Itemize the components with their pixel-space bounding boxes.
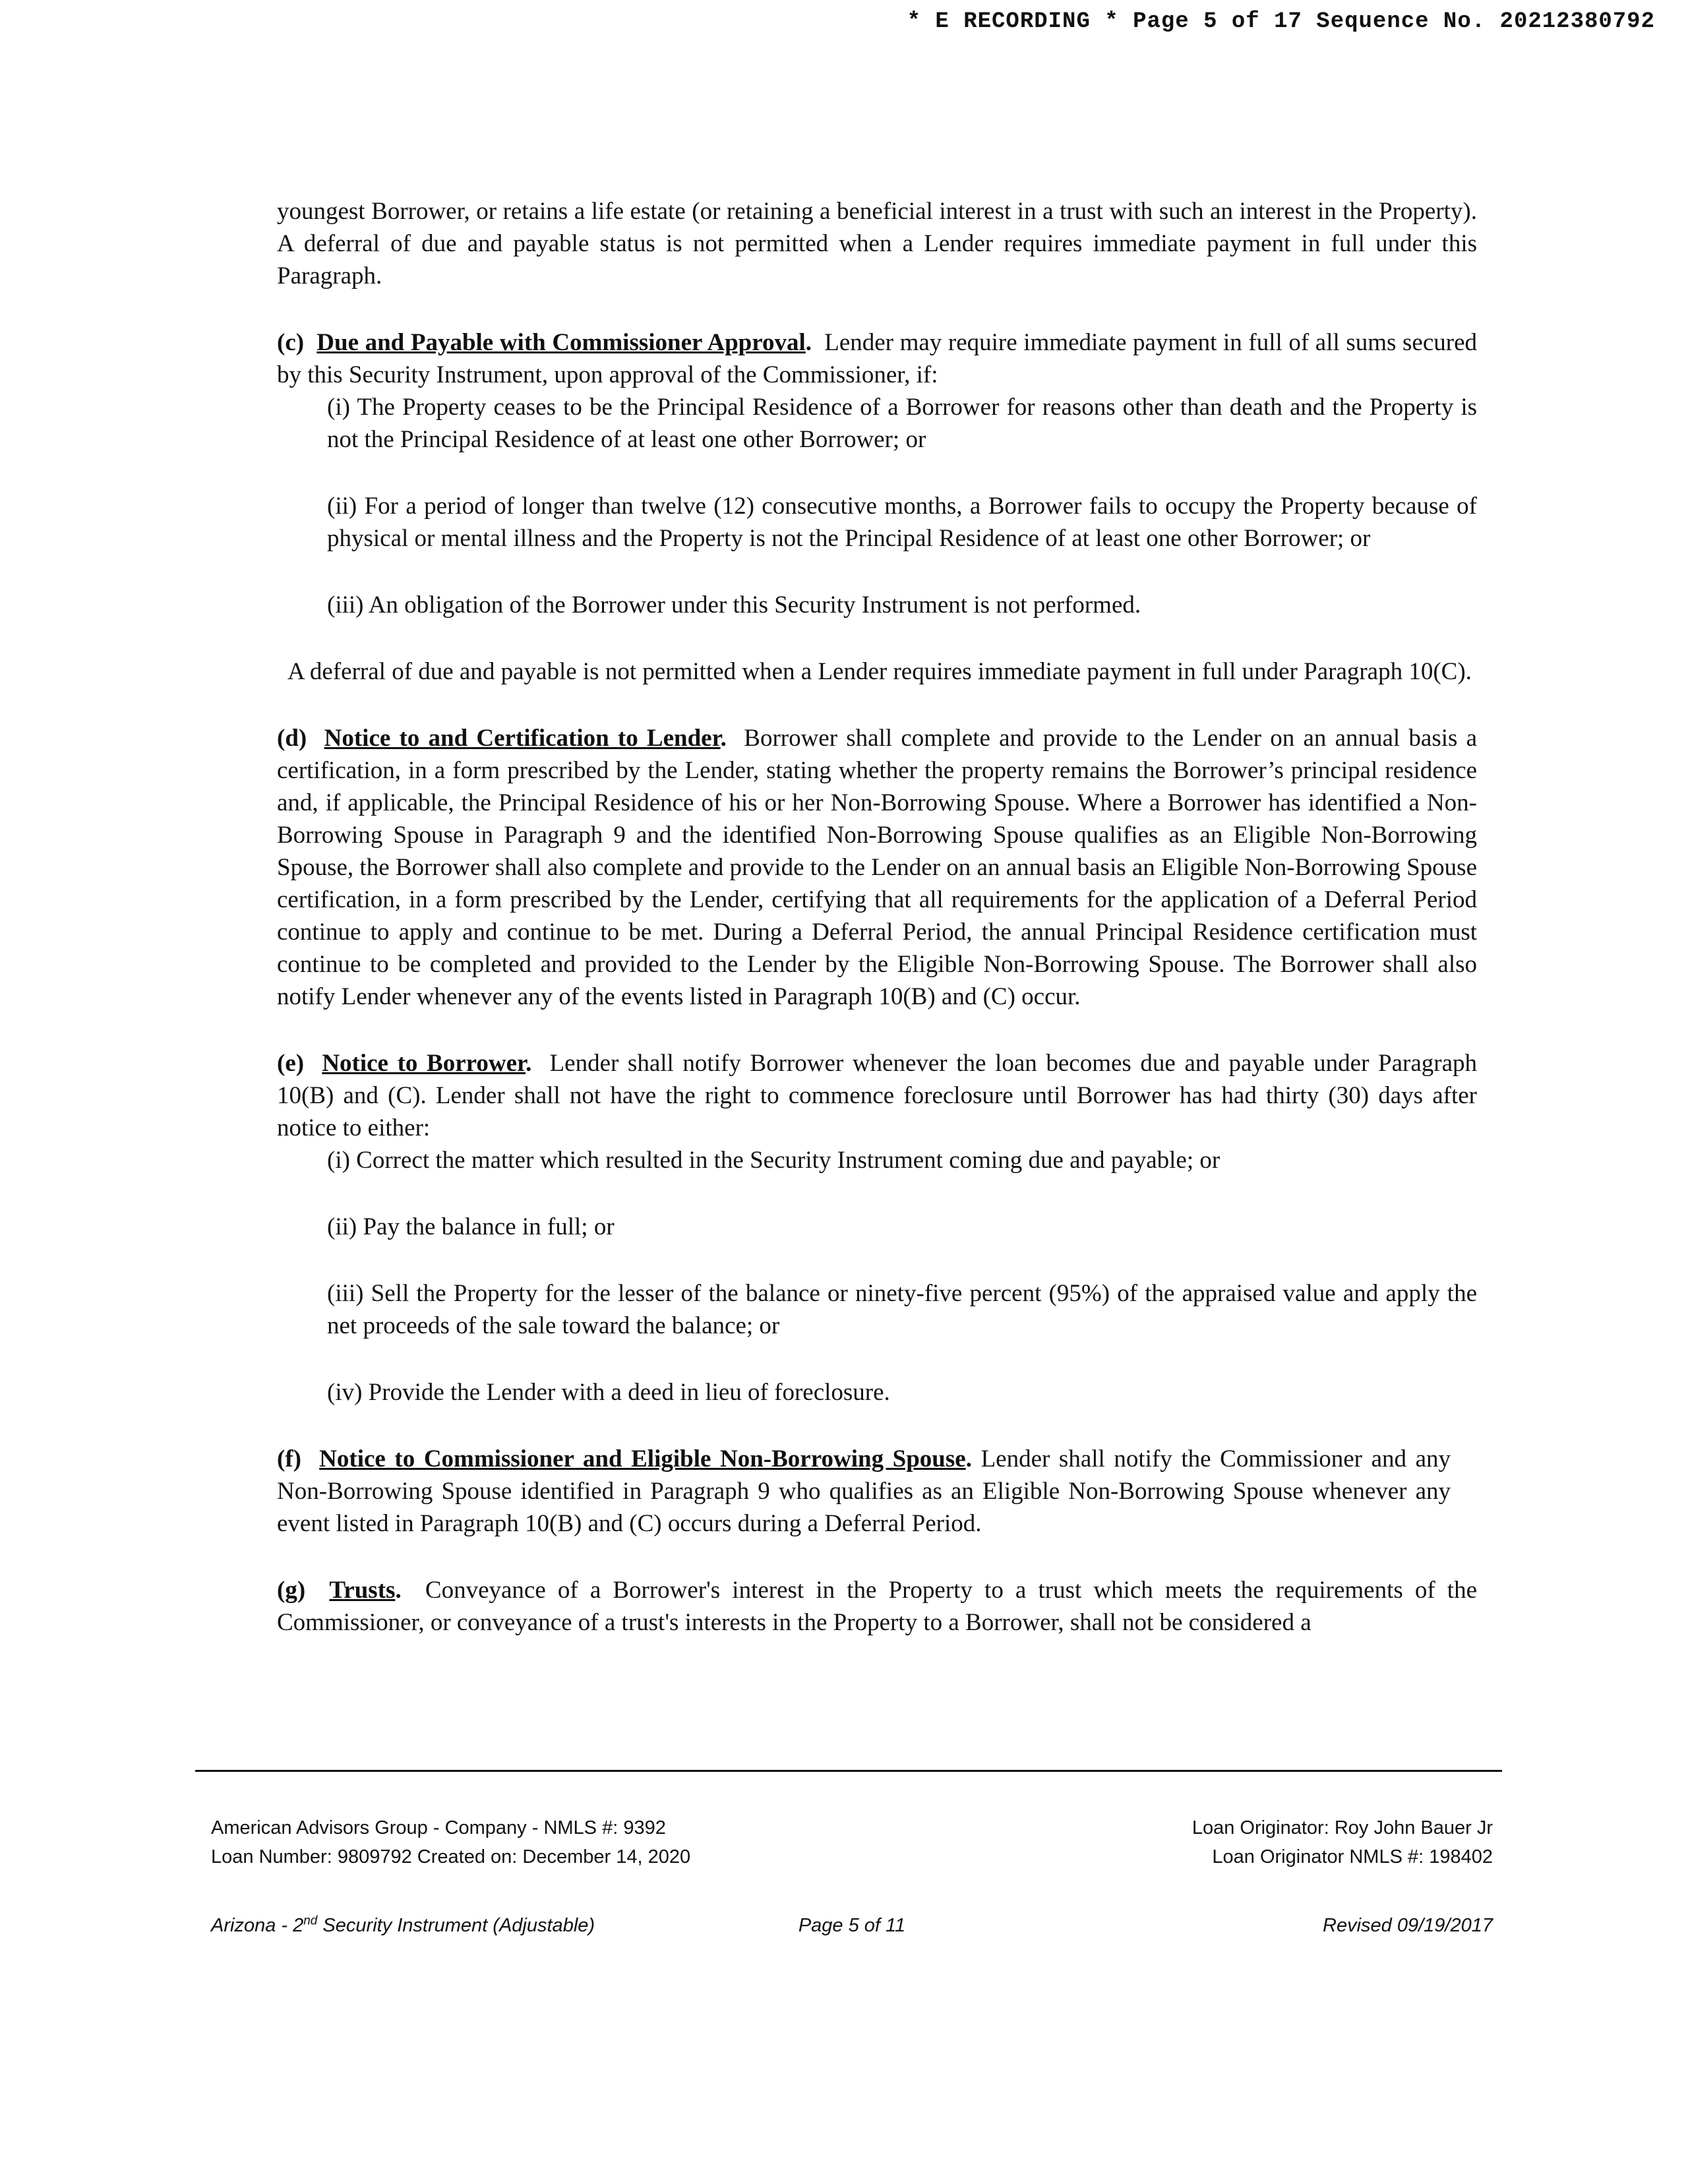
section-d: (d) Notice to and Certification to Lender. Borrower shall complete and provide to the Lender on an annual basis a certification, in a form prescribed by the Lender, stating whether the property remains the Borrower’s principal residence and, if applicable, the Principal Residence of his or her Non-Borrowing Spouse. Where a Borrower has identified a Non-Borrowing Spouse in Paragraph 9 and the identified Non-Borrowing Spouse qualifies as an Eligible Non-Borrowing Spouse, the Borrower shall also complete and provide to the Lender on an annual basis an Eligible Non-Borrowing Spouse certification, in a form prescribed by the Lender, certifying that all requirements for the application of a Deferral Period continue to apply and continue to be met. During a Deferral Period, the annual Principal Residence certification must continue to be completed and provided to the Lender by the Eligible Non-Borrowing Spouse. The Borrower shall also notify Lender whenever any of the events listed in Paragraph 10(B) and (C) occur. bbox=[277, 725, 1478, 1010]
section-d-title: Notice to and Certification to Lender bbox=[324, 725, 721, 752]
footer-loan-number: Loan Number: 9809792 Created on: December 14, 2020 bbox=[211, 1846, 691, 1867]
section-e-intro: (e) Notice to Borrower. Lender shall notify Borrower whenever the loan becomes due and payable under Paragraph 10(B) and (C). Lender shall not have the right to commence foreclosure until Borrower has had thirty (30) days after notice to either: bbox=[277, 1050, 1478, 1141]
section-e-item-iii: (iii) Sell the Property for the lesser of the balance or ninety-five percent (95%) of the appraised value and apply the net proceeds of the sale toward the balance; or bbox=[327, 1280, 1477, 1339]
section-e-label: (e) bbox=[277, 1050, 305, 1077]
section-e-title: Notice to Borrower bbox=[322, 1050, 526, 1077]
section-c-item-i: (i) The Property ceases to be the Principal Residence of a Borrower for reasons other than death and the Property is not the Principal Residence of at least one other Borrower; or bbox=[327, 394, 1477, 453]
section-g-label: (g) bbox=[277, 1577, 306, 1604]
recording-header: * E RECORDING * Page 5 of 17 Sequence No. 20212380792 bbox=[907, 9, 1655, 34]
section-f-text: Lender shall notify the Commissioner and any Non-Borrowing Spouse identified in Paragraph 9 who qualifies as an Eligible Non-Borrowing Spouse whenever any event listed in Paragraph 10(B) and (C) occurs during a Deferral Period. bbox=[277, 1445, 1451, 1537]
section-f-title: Notice to Commissioner and Eligible Non-Borrowing Spouse bbox=[319, 1445, 966, 1472]
section-c bbox=[277, 326, 1477, 688]
section-e bbox=[277, 1047, 1477, 1409]
section-c-closing: A deferral of due and payable is not permitted when a Lender requires immediate payment in full under Paragraph 10(C). bbox=[287, 658, 1472, 685]
section-c-intro: (c) Due and Payable with Commissioner Approval. Lender may require immediate payment in full of all sums secured by this Security Instrument, upon approval of the Commissioner, if: bbox=[277, 329, 1478, 388]
footer-originator: Loan Originator: Roy John Bauer Jr bbox=[1191, 1817, 1493, 1838]
section-e-text: Lender shall notify Borrower whenever the loan becomes due and payable under Paragraph 10(B) and (C). Lender shall not have the right to commence foreclosure until Borrower has had thirty (30) days after notice to either: bbox=[277, 1050, 1478, 1141]
document-body bbox=[277, 195, 1477, 1673]
section-c-item-ii: (ii) For a period of longer than twelve (12) consecutive months, a Borrower fails to occupy the Property because of physical or mental illness and the Property is not the Principal Residence of at least one other Borrower; or bbox=[327, 493, 1477, 552]
section-e-item-ii: (ii) Pay the balance in full; or bbox=[327, 1213, 615, 1240]
section-f-label: (f) bbox=[277, 1445, 301, 1472]
footer-company: American Advisors Group - Company - NMLS #: 9392 bbox=[211, 1817, 666, 1838]
continuation-paragraph: youngest Borrower, or retains a life estate (or retaining a beneficial interest in a trust with such an interest in the Property). A deferral of due and payable status is not permitted when a Lender requires immediate payment in full under this Paragraph. bbox=[277, 198, 1477, 289]
footer-form-name: Arizona - 2nd Security Instrument (Adjustable) bbox=[211, 1914, 595, 1936]
section-c-text: Lender may require immediate payment in full of all sums secured by this Security Instrument, upon approval of the Commissioner, if: bbox=[277, 329, 1478, 388]
section-d-text: Borrower shall complete and provide to the Lender on an annual basis a certification, in a form prescribed by the Lender, stating whether the property remains the Borrower’s principal residence and, if applicable, the Principal Residence of his or her Non-Borrowing Spouse. Where a Borrower has identified a Non-Borrowing Spouse in Paragraph 9 and the identified Non-Borrowing Spouse qualifies as an Eligible Non-Borrowing Spouse, the Borrower shall also complete and provide to the Lender on an annual basis an Eligible Non-Borrowing Spouse certification, in a form prescribed by the Lender, certifying that all requirements for the application of a Deferral Period continue to apply and continue to be met. During a Deferral Period, the annual Principal Residence certification must continue to be completed and provided to the Lender by the Eligible Non-Borrowing Spouse. The Borrower shall also notify Lender whenever any of the events listed in Paragraph 10(B) and (C) occur. bbox=[277, 725, 1478, 1010]
section-c-item-iii: (iii) An obligation of the Borrower under this Security Instrument is not performed. bbox=[327, 592, 1141, 619]
section-g-title: Trusts bbox=[329, 1577, 396, 1604]
section-d-label: (d) bbox=[277, 725, 307, 752]
footer-revised: Revised 09/19/2017 bbox=[1323, 1915, 1493, 1936]
section-e-item-i: (i) Correct the matter which resulted in the Security Instrument coming due and payable; or bbox=[327, 1147, 1221, 1174]
section-f: (f) Notice to Commissioner and Eligible Non-Borrowing Spouse. Lender shall notify the Commissioner and any Non-Borrowing Spouse identified in Paragraph 9 who qualifies as an Eligible Non-Borrowing Spouse whenever any event listed in Paragraph 10(B) and (C) occurs during a Deferral Period. bbox=[277, 1445, 1451, 1537]
section-g-text: Conveyance of a Borrower's interest in the Property to a trust which meets the requirements of the Commissioner, or conveyance of a trust's interests in the Property to a Borrower, shall not be considered a bbox=[277, 1577, 1477, 1636]
footer-originator-nmls: Loan Originator NMLS #: 198402 bbox=[1212, 1846, 1493, 1867]
footer-divider bbox=[195, 1770, 1502, 1772]
footer-page-number: Page 5 of 11 bbox=[798, 1915, 906, 1936]
section-g: (g) Trusts. Conveyance of a Borrower's interest in the Property to a trust which meets the requirements of the Commissioner, or conveyance of a trust's interests in the Property to a Borrower, shall not be considered a bbox=[277, 1577, 1477, 1636]
section-c-label: (c) bbox=[277, 329, 305, 356]
section-e-item-iv: (iv) Provide the Lender with a deed in lieu of foreclosure. bbox=[327, 1379, 890, 1406]
section-c-title: Due and Payable with Commissioner Approval bbox=[316, 329, 806, 356]
